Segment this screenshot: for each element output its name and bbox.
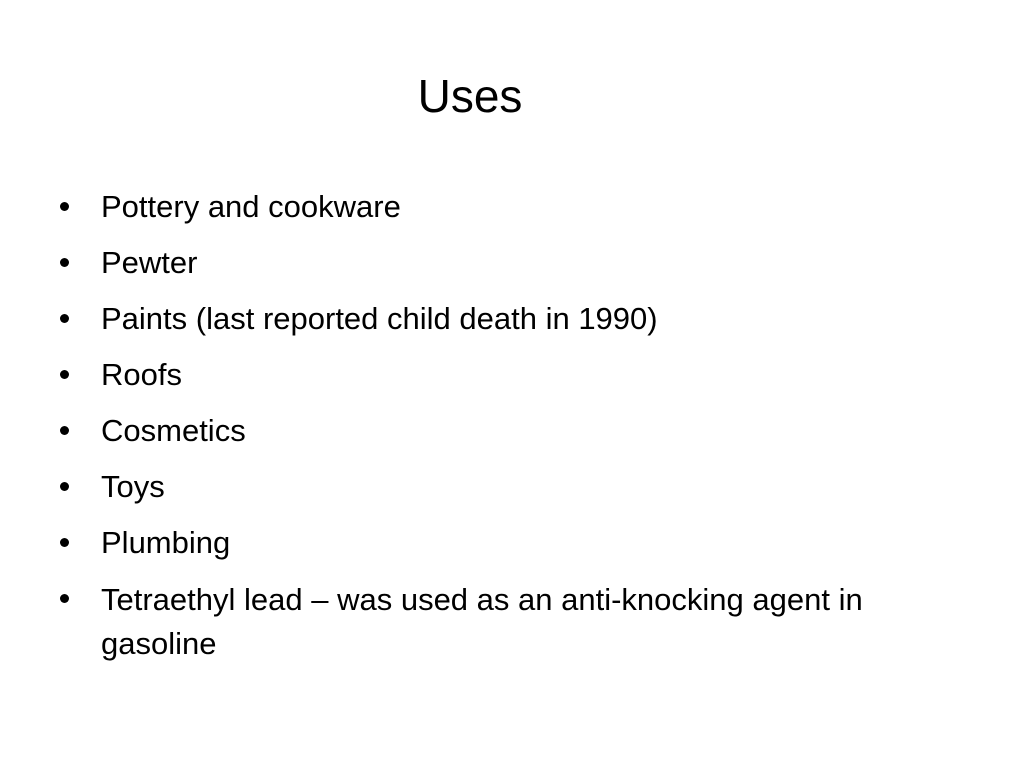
bullet-item: [60, 354, 960, 396]
bullet-text: Pewter: [101, 245, 198, 280]
slide-title: Uses: [417, 70, 523, 122]
bullet-item: [60, 242, 960, 284]
bullet-item: [60, 578, 960, 666]
bullet-text: Roofs: [101, 357, 182, 392]
bullet-text: Paints (last reported child death in 1990): [101, 301, 658, 336]
bullet-text: Cosmetics: [101, 413, 246, 448]
bullet-text: Toys: [101, 469, 165, 504]
bullet-item: [60, 410, 960, 452]
bullet-text: Pottery and cookware: [101, 189, 401, 224]
bullet-icon: [60, 482, 69, 491]
bullet-text: Tetraethyl lead – was used as an anti-knocking agent in gasoline: [101, 582, 863, 661]
bullet-icon: [60, 538, 69, 547]
bullet-icon: [60, 426, 69, 435]
bullet-icon: [60, 258, 69, 267]
bullet-text: Plumbing: [101, 525, 231, 560]
bullet-item: [60, 522, 960, 564]
bullet-icon: [60, 370, 69, 379]
bullet-item: [60, 186, 960, 228]
bullet-list: [60, 186, 960, 680]
bullet-icon: [60, 202, 69, 211]
bullet-item: [60, 298, 960, 340]
bullet-icon: [60, 314, 69, 323]
bullet-item: [60, 466, 960, 508]
bullet-icon: [60, 594, 69, 603]
